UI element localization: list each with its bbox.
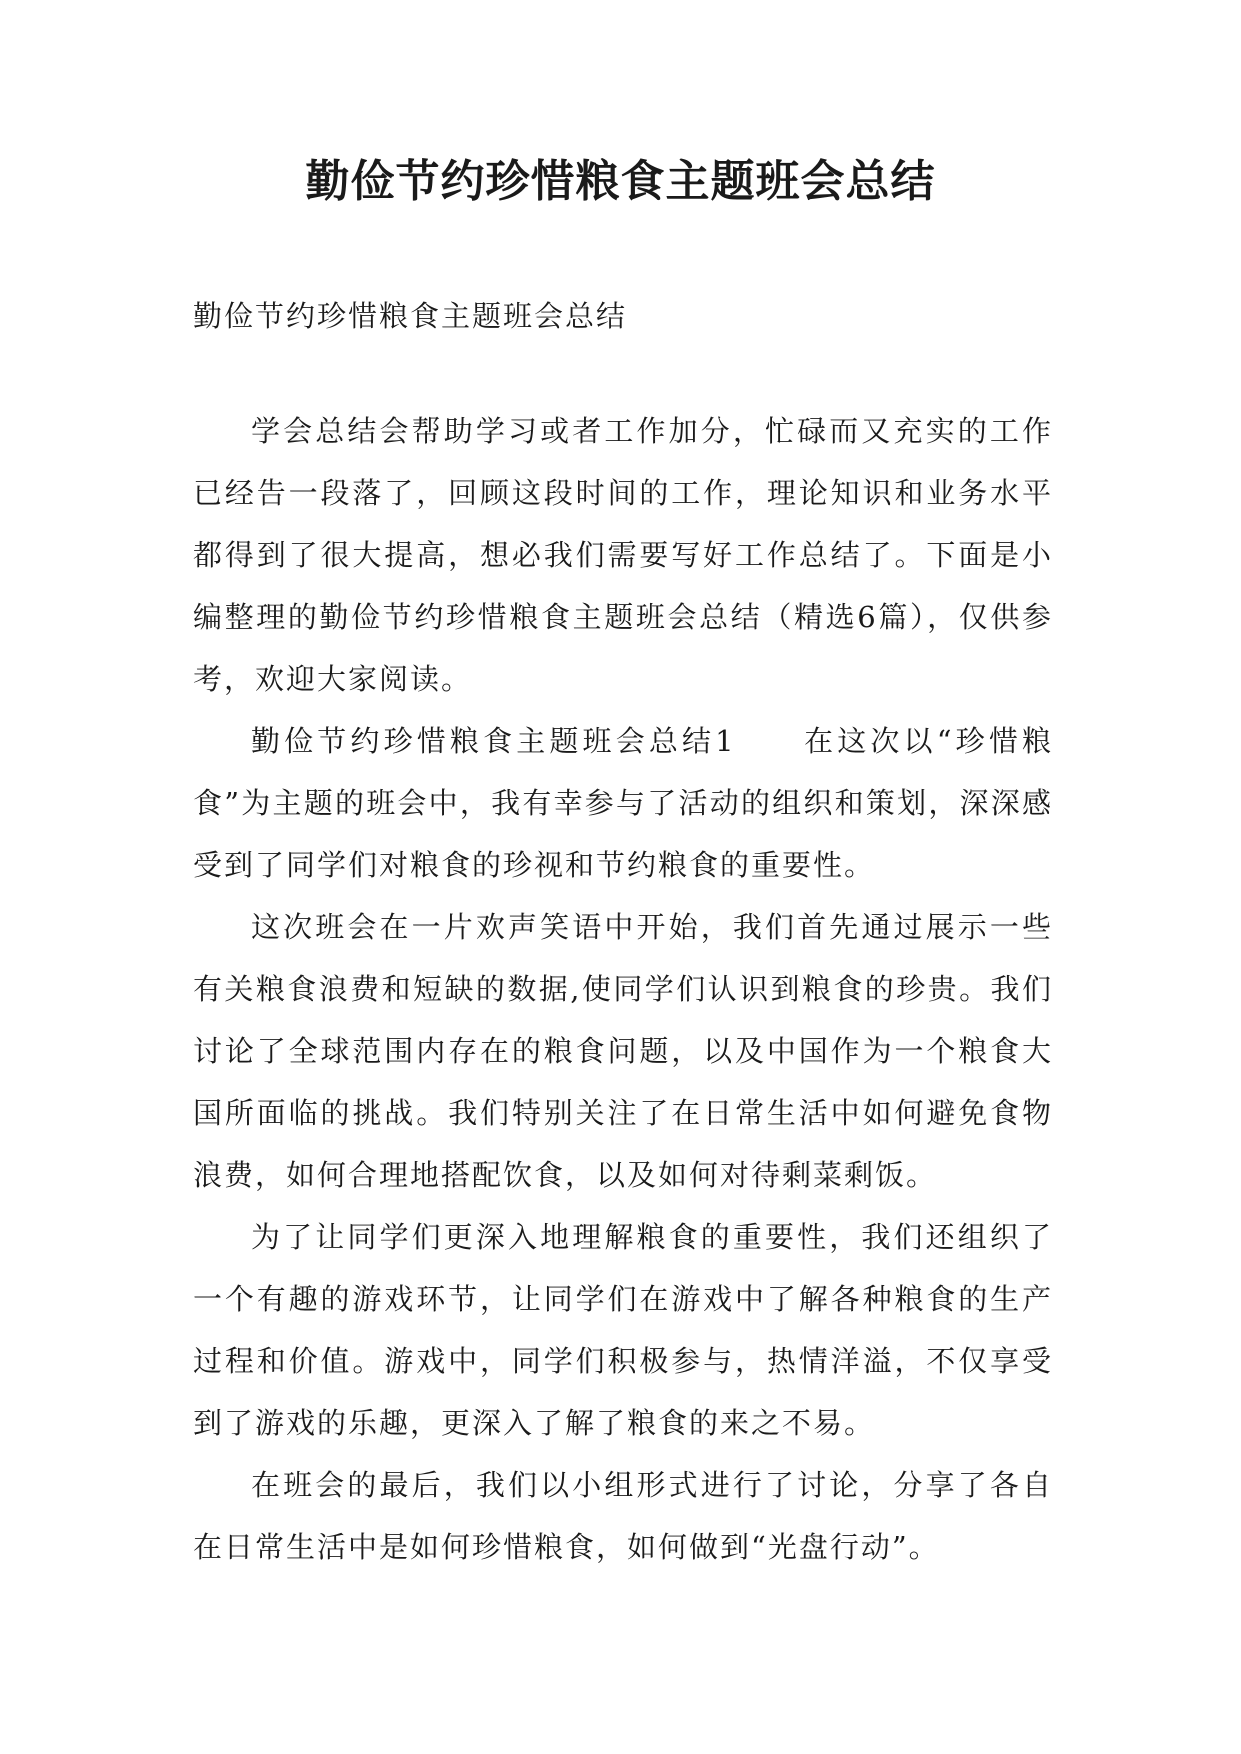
paragraph-intro: 学会总结会帮助学习或者工作加分，忙碌而又充实的工作已经告一段落了，回顾这段时间的工作，理论知识和业务水平都得到了很大提高，想必我们需要写好工作总结了。下面是小编整理的勤俭节约珍惜粮食主题班会总结（精选6篇），仅供参考，欢迎大家阅读。 [193, 414, 1053, 696]
paragraph-summary-1: 勤俭节约珍惜粮食主题班会总结1 在这次以“珍惜粮食”为主题的班会中，我有幸参与了活动的组织和策划，深深感受到了同学们对粮食的珍视和节约粮食的重要性。 [193, 724, 1053, 882]
document-body [193, 400, 1053, 1578]
document-subtitle: 勤俭节约珍惜粮食主题班会总结 [193, 299, 628, 333]
paragraph-discussion: 在班会的最后，我们以小组形式进行了讨论，分享了各自在日常生活中是如何珍惜粮食，如何做到“光盘行动”。 [193, 1468, 1053, 1564]
paragraph-game: 为了让同学们更深入地理解粮食的重要性，我们还组织了一个有趣的游戏环节，让同学们在游戏中了解各种粮食的生产过程和价值。游戏中，同学们积极参与，热情洋溢，不仅享受到了游戏的乐趣，更深入了解了粮食的来之不易。 [193, 1220, 1053, 1440]
paragraph-opening: 这次班会在一片欢声笑语中开始，我们首先通过展示一些有关粮食浪费和短缺的数据,使同学们认识到粮食的珍贵。我们讨论了全球范围内存在的粮食问题，以及中国作为一个粮食大国所面临的挑战。我们特别关注了在日常生活中如何避免食物浪费，如何合理地搭配饮食，以及如何对待剩菜剩饭。 [193, 910, 1053, 1192]
document-title: 勤俭节约珍惜粮食主题班会总结 [305, 156, 936, 207]
